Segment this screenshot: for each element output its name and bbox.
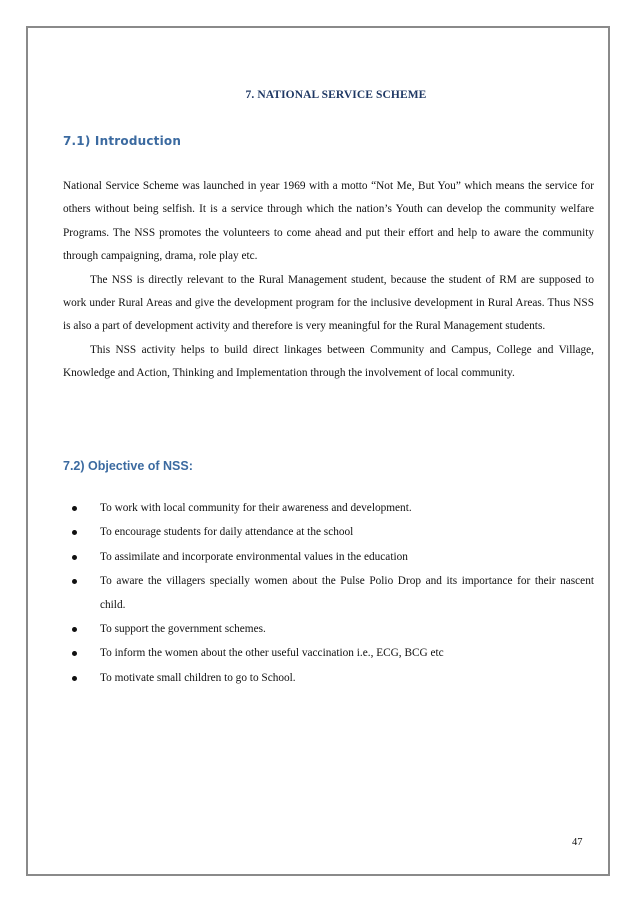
bullet-icon xyxy=(72,627,77,632)
objective-list xyxy=(63,497,594,691)
intro-paragraph-2: The NSS is directly relevant to the Rural Management student, because the student of RM are supposed to work under Rural Areas and give the development program for the inclusive development in Rural Areas. Thus NSS is also a part of development activity and therefore is very meaningful for the Rural Management students. xyxy=(63,273,594,333)
page-number: 47 xyxy=(572,837,583,848)
bullet-icon xyxy=(72,676,77,681)
section-heading-introduction: 7.1) Introduction xyxy=(63,134,182,148)
list-item-text: To aware the villagers specially women about the Pulse Polio Drop and its importance for their nascent child. xyxy=(100,575,594,611)
page-border xyxy=(26,26,610,876)
bullet-icon xyxy=(72,651,77,656)
intro-paragraph-3: This NSS activity helps to build direct linkages between Community and Campus, College and Village, Knowledge and Action, Thinking and Implementation through the involvement of local community. xyxy=(63,343,594,380)
introduction-body xyxy=(63,175,594,386)
bullet-icon xyxy=(72,530,77,535)
list-item xyxy=(63,546,594,569)
list-item xyxy=(63,642,594,665)
bullet-icon xyxy=(72,506,77,511)
list-item xyxy=(63,521,594,544)
list-item xyxy=(63,570,594,617)
list-item-text: To assimilate and incorporate environmental values in the education xyxy=(100,550,408,563)
list-item xyxy=(63,497,594,520)
chapter-title: 7. NATIONAL SERVICE SCHEME xyxy=(245,89,427,101)
section-heading-objective: 7.2) Objective of NSS: xyxy=(63,459,193,473)
list-item-text: To support the government schemes. xyxy=(100,623,266,636)
list-item-text: To motivate small children to go to School. xyxy=(100,671,296,684)
list-item-text: To work with local community for their awareness and development. xyxy=(100,502,412,514)
list-item xyxy=(63,667,594,690)
list-item-text: To encourage students for daily attendance at the school xyxy=(100,526,354,539)
list-item xyxy=(63,618,594,641)
bullet-icon xyxy=(72,579,77,584)
list-item-text: To inform the women about the other useful vaccination i.e., ECG, BCG etc xyxy=(100,647,444,660)
intro-paragraph-1: National Service Scheme was launched in year 1969 with a motto “Not Me, But You” which means the service for others without being selfish. It is a service through which the nation’s Youth can develop the community welfare Programs. The NSS promotes the volunteers to come ahead and put their effort and help to aware the community through campaigning, drama, role play etc. xyxy=(63,180,594,263)
bullet-icon xyxy=(72,555,77,560)
